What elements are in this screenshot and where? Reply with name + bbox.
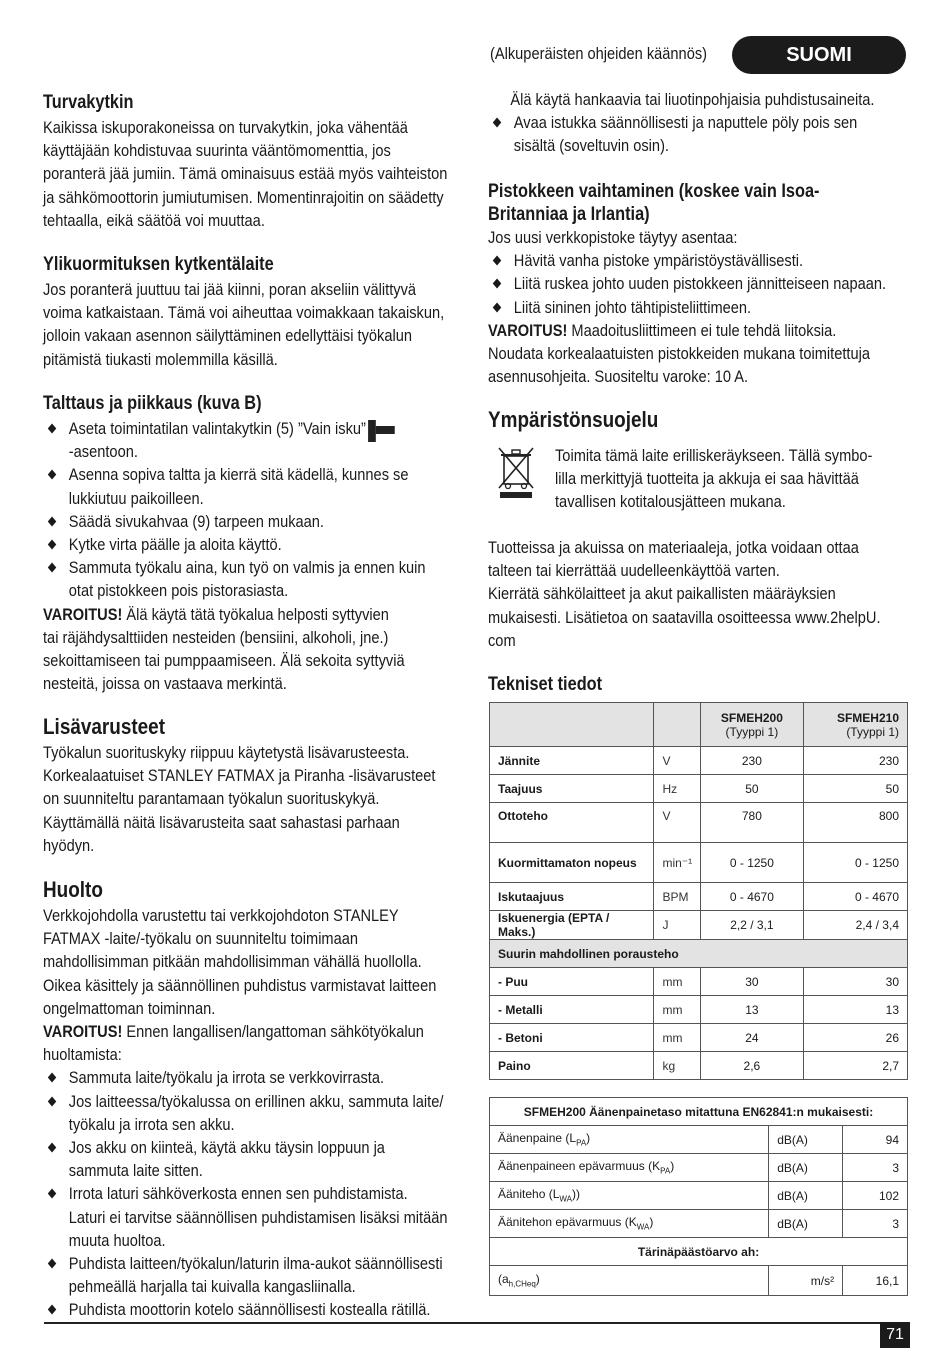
- diamond-bullet-icon: [493, 279, 502, 289]
- list-item: Sammuta työkalu aina, kun työ on valmis ja ennen kuin otat pistokkeen pois pistorasiasta.: [43, 556, 426, 602]
- diamond-bullet-icon: [48, 1073, 57, 1083]
- table-row: $(a_{h,CHeq})$ m/s² 16,1: [490, 1266, 908, 1296]
- table-row: - Puu mm 30 30: [490, 968, 908, 996]
- list-item: Sammuta laite/työkalu ja irrota se verkkovirrasta.: [43, 1066, 447, 1089]
- table-row: Ottoteho V 780 800: [490, 803, 908, 843]
- section-title: Pistokkeen vaihtaminen (koskee vain Isoa- Britanniaa ja Irlantia): [488, 181, 820, 225]
- diamond-bullet-icon: [48, 424, 57, 434]
- bullet-list: [43, 1066, 447, 1321]
- language-badge: SUOMI: [732, 36, 906, 74]
- table-row: Paino kg 2,6 2,7: [490, 1052, 908, 1080]
- diamond-bullet-icon: [48, 540, 57, 550]
- list-item: Säädä sivukahvaa (9) tarpeen mukaan.: [43, 510, 426, 533]
- diamond-bullet-icon: [493, 118, 502, 128]
- diamond-bullet-icon: [48, 1096, 57, 1106]
- section-ylikuormitus: [43, 254, 444, 371]
- list-item: Liitä ruskea johto uuden pistokkeen jännitteiseen napaan.: [488, 272, 886, 295]
- section-tekniset-title: [488, 674, 602, 696]
- table-row: Taajuus Hz 50 50: [490, 775, 908, 803]
- weee-bin-icon: [494, 444, 540, 500]
- table-row: Äänenpaineen epävarmuus $(K_{PA})$ dB(A) 3: [490, 1154, 908, 1182]
- section-title: Ylikuormituksen kytkentälaite: [43, 254, 274, 275]
- diamond-bullet-icon: [493, 302, 502, 312]
- diamond-bullet-icon: [48, 1143, 57, 1153]
- recycling-paragraph: Tuotteissa ja akuissa on materiaaleja, jotka voidaan ottaa talteen tai kierrättää uudelleenkäyttöä varten. Kierrätä sähkölaitteet ja akut paikallisten määräyksien mukaisesti. Lisätietoa on saatavilla osoitteessa www.2helpU. com: [488, 538, 881, 650]
- list-item: Asenna sopiva taltta ja kierrä sitä kädellä, kunnes se lukkiutuu paikoilleen.: [43, 463, 426, 509]
- warning-paragraph: VAROITUS! Maadoitusliittimeen ei tule tehdä liitoksia. Noudata korkealaatuisten pistokkeiden mukana toimitettuja asennusohjeita. Suositeltu varoke: 10 A.: [488, 320, 870, 387]
- list-item: Kytke virta päälle ja aloita käyttö.: [43, 533, 426, 556]
- diamond-bullet-icon: [48, 1189, 57, 1199]
- list-item: Aseta toimintatilan valintakytkin (5) ”Vain isku” -asentoon.: [43, 417, 426, 463]
- diamond-bullet-icon: [48, 1259, 57, 1269]
- sound-table: [489, 1097, 908, 1296]
- diamond-bullet-icon: [48, 470, 57, 480]
- paragraph: Kaikissa iskuporakoneissa on turvakytkin, joka vähentää käyttäjään kohdistuvaa suurinta vääntömomenttia, jos poranterä jää jumiin. Tämä ominaisuus estää myös vaihteiston ja sähkömoottorin jumiutumisen. Momentinrajoitin on säädetty tehtaalla, eikä säätöä voi muuttaa.: [43, 118, 448, 230]
- paragraph: Verkkojohdolla varustettu tai verkkojohdoton STANLEY FATMAX -laite/-työkalu on suunniteltu toimimaan mahdollisimman pitkään mahdollisimman vähällä huollolla. Oikea käsittely ja säännöllinen puhdistus varmistavat laitteen ongelmattoman toiminnan. VAROITUS! Ennen langallisen/langattoman sähkötyökalun huoltamista:: [43, 906, 437, 1065]
- table-header-row: SFMEH200 (Tyyppi 1) SFMEH210 (Tyyppi 1): [490, 703, 908, 747]
- section-title: Turvakytkin: [43, 92, 134, 113]
- section-lisavarusteet: [43, 714, 435, 857]
- section-title: Tekniset tiedot: [488, 674, 603, 695]
- section-title: Huolto: [43, 877, 103, 902]
- section-ymparisto-title: [488, 407, 658, 433]
- spec-table: [489, 702, 908, 1080]
- list-item: Liitä sininen johto tähtipisteliittimeen.: [488, 296, 886, 319]
- section-title: Talttaus ja piikkaus (kuva B): [43, 393, 262, 414]
- section-title: Lisävarusteet: [43, 714, 165, 739]
- list-item: Puhdista laitteen/työkalun/laturin ilma-aukot säännöllisesti pehmeällä harjalla tai kuivalla kangasliinalla.: [43, 1252, 447, 1298]
- diamond-bullet-icon: [48, 563, 57, 573]
- warning-paragraph: VAROITUS! Älä käytä tätä työkalua helposti syttyvien tai räjähdysalttiiden nesteiden (bensiini, alkoholi, jne.) sekoittamiseen tai pumppaamiseen. Älä sekoita syttyviä nesteitä, joissa on vastaava merkintä.: [43, 604, 405, 694]
- table-row: Jännite V 230 230: [490, 747, 908, 775]
- table-row: - Metalli mm 13 13: [490, 996, 908, 1024]
- section-maintenance-continued: Älä käytä hankaavia tai liuotinpohjaisia puhdistusaineita. Avaa istukka säännöllisesti ja naputtele pöly pois sen sisältä (soveltuvin osin).: [488, 88, 874, 158]
- bullet-list: [43, 417, 426, 603]
- section-talttaus: [43, 393, 426, 695]
- section-turvakytkin: [43, 92, 447, 232]
- footer-rule: [44, 1322, 908, 1324]
- list-item: Avaa istukka säännöllisesti ja naputtele pöly pois sen sisältä (soveltuvin osin).: [488, 111, 874, 157]
- diamond-bullet-icon: [48, 1305, 57, 1315]
- paragraph: Työkalun suorituskyky riippuu käytetystä lisävarusteesta. Korkealaatuiset STANLEY FATMAX ja Piranha -lisävarusteet on suunniteltu parantamaan työkalun suorituskykyä. Käyttämällä näitä lisävarusteita saat sahastasi parhaan hyödyn.: [43, 743, 436, 855]
- table-row: Äänitehon epävarmuus $(K_{WA})$ dB(A) 3: [490, 1210, 908, 1238]
- paragraph: Jos poranterä juuttuu tai jää kiinni, poran akseliin välittyvä voima katkaistaan. Tämä voi aiheuttaa voimakkaan takaiskun, jolloin vakaan asennon säilyttäminen edellyttäisi työkalun pitämistä tiukasti molemmilla käsillä.: [43, 280, 445, 369]
- hammer-mode-icon: [368, 420, 394, 440]
- list-item: Puhdista moottorin kotelo säännöllisesti kostealla rätillä.: [43, 1298, 447, 1321]
- diamond-bullet-icon: [493, 256, 502, 266]
- list-item: Jos laitteessa/työkalussa on erillinen akku, sammuta laite/ työkalu ja irrota sen akku.: [43, 1090, 447, 1136]
- list-item: Irrota laturi sähköverkosta ennen sen puhdistamista. Laturi ei tarvitse säännöllisen puhdistamisen lisäksi mitään muuta huoltoa.: [43, 1182, 447, 1252]
- section-pistoke: Pistokkeen vaihtaminen (koskee vain Isoa- Britanniaa ja Irlantia) Jos uusi verkkopistoke täytyy asentaa: Hävitä vanha pistoke ympäristöystävällisesti. Liitä ruskea johto uuden pistokkeen jännitteiseen napaan. Liitä sininen johto tähtipisteliittimeen. VAROITUS! Maadoitusliittimeen ei tule tehdä liitoksia. Noudata korkealaatuisten pistokkeiden mukana toimitettuja asennusohjeita. Suositeltu varoke: 10 A.: [488, 180, 886, 388]
- section-title: Ympäristönsuojelu: [488, 407, 659, 432]
- table-row: Iskutaajuus BPM 0 - 4670 0 - 4670: [490, 883, 908, 911]
- section-huolto: [43, 877, 447, 1322]
- diamond-bullet-icon: [48, 516, 57, 526]
- translation-note: (Alkuperäisten ohjeiden käännös): [490, 44, 708, 63]
- table-subheader-row: Suurin mahdollinen porausteho: [490, 940, 908, 968]
- page-number: 71: [880, 1322, 910, 1348]
- table-header-row: SFMEH200 Äänenpainetaso mitattuna EN62841:n mukaisesti:: [490, 1098, 908, 1126]
- table-row: - Betoni mm 24 26: [490, 1024, 908, 1052]
- table-subheader-row: Tärinäpäästöarvo ah:: [490, 1238, 908, 1266]
- list-item: Hävitä vanha pistoke ympäristöystävällisesti.: [488, 249, 886, 272]
- table-row: Äänenpaine $(L_{PA})$ dB(A) 94: [490, 1126, 908, 1154]
- table-row: Kuormittamaton nopeus min⁻¹ 0 - 1250 0 - 1250: [490, 843, 908, 883]
- table-row: Ääniteho $(L_{WA})$) dB(A) 102: [490, 1182, 908, 1210]
- list-item: Jos akku on kiinteä, käytä akku täysin loppuun ja sammuta laite sitten.: [43, 1136, 447, 1182]
- weee-text: Toimita tämä laite erilliskeräykseen. Tällä symbo- lilla merkittyjä tuotteita ja akkuja ei saa hävittää tavallisen kotitalousjätteen mukana.: [555, 446, 873, 512]
- table-row: Iskuenergia (EPTA / Maks.) J 2,2 / 3,1 2,4 / 3,4: [490, 911, 908, 940]
